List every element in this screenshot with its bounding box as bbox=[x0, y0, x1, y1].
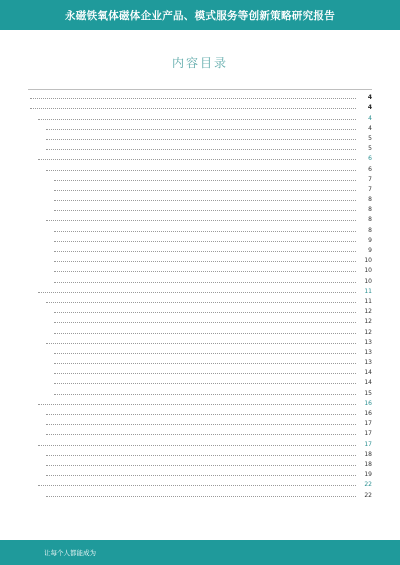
toc-leader-dots bbox=[38, 445, 356, 446]
toc-leader-dots bbox=[46, 302, 356, 303]
toc-leader-dots bbox=[38, 119, 356, 120]
toc-entry-page: 4 bbox=[368, 124, 372, 132]
toc-entry-page: 18 bbox=[364, 460, 372, 468]
toc-leader-dots bbox=[54, 261, 356, 262]
toc-entry[interactable] bbox=[28, 254, 372, 264]
toc-leader-dots bbox=[54, 271, 356, 272]
toc-entry-page: 12 bbox=[364, 308, 372, 316]
toc-leader-dots bbox=[46, 424, 356, 425]
toc-entry-page: 11 bbox=[364, 287, 372, 295]
toc-entry-page: 9 bbox=[368, 247, 372, 254]
toc-leader-dots bbox=[54, 231, 356, 232]
toc-entry[interactable] bbox=[28, 397, 372, 407]
toc-entry[interactable] bbox=[28, 142, 372, 152]
toc-entry[interactable] bbox=[28, 111, 372, 121]
toc-leader-dots bbox=[54, 363, 356, 364]
toc-leader-dots bbox=[38, 292, 356, 293]
toc-entry[interactable] bbox=[28, 223, 372, 233]
toc-entry[interactable] bbox=[28, 437, 372, 447]
toc-entry-page: 8 bbox=[368, 226, 372, 234]
toc-leader-dots bbox=[46, 434, 356, 435]
toc-entry-page: 17 bbox=[364, 440, 372, 448]
toc-entry-page: 7 bbox=[368, 175, 372, 183]
toc-entry[interactable] bbox=[28, 213, 372, 223]
toc-leader-dots bbox=[54, 282, 356, 283]
toc-entry[interactable] bbox=[28, 101, 372, 111]
toc-entry-page: 12 bbox=[364, 318, 372, 326]
toc-leader-dots bbox=[54, 241, 356, 242]
toc-entry[interactable] bbox=[28, 417, 372, 427]
toc-entry-page: 8 bbox=[368, 196, 372, 204]
table-of-contents bbox=[28, 91, 372, 499]
toc-entry-page: 14 bbox=[364, 369, 372, 377]
toc-entry[interactable] bbox=[28, 305, 372, 315]
toc-entry[interactable] bbox=[28, 193, 372, 203]
toc-leader-dots bbox=[38, 159, 356, 160]
toc-heading: 内容目录 bbox=[171, 56, 228, 70]
toc-divider bbox=[28, 89, 372, 90]
toc-entry-page: 13 bbox=[364, 348, 372, 356]
report-title: 永磁铁氧体磁体企业产品、模式服务等创新策略研究报告 bbox=[65, 9, 335, 22]
toc-entry-page: 5 bbox=[368, 145, 372, 153]
toc-entry[interactable] bbox=[28, 376, 372, 386]
toc-entry[interactable] bbox=[28, 366, 372, 376]
toc-entry[interactable] bbox=[28, 427, 372, 437]
toc-leader-dots bbox=[54, 180, 356, 181]
toc-leader-dots bbox=[46, 455, 356, 456]
toc-leader-dots bbox=[46, 465, 356, 466]
toc-entry-page: 7 bbox=[368, 185, 372, 193]
toc-entry-page: 14 bbox=[364, 379, 372, 387]
toc-entry[interactable] bbox=[28, 488, 372, 498]
toc-leader-dots bbox=[46, 139, 356, 140]
footer-banner bbox=[0, 540, 400, 565]
toc-entry[interactable] bbox=[28, 336, 372, 346]
toc-entry[interactable] bbox=[28, 203, 372, 213]
toc-leader-dots bbox=[30, 108, 356, 109]
toc-leader-dots bbox=[38, 404, 356, 405]
toc-entry-page: 17 bbox=[364, 430, 372, 438]
toc-leader-dots bbox=[54, 333, 356, 334]
toc-entry[interactable] bbox=[28, 132, 372, 142]
toc-leader-dots bbox=[54, 373, 356, 374]
toc-leader-dots bbox=[46, 475, 356, 476]
toc-leader-dots bbox=[54, 322, 356, 323]
toc-entry-page: 8 bbox=[368, 206, 372, 214]
toc-entry[interactable] bbox=[28, 234, 372, 244]
toc-entry-page: 4 bbox=[367, 94, 372, 102]
toc-leader-dots bbox=[54, 353, 356, 354]
toc-entry-page: 6 bbox=[368, 165, 372, 173]
toc-leader-dots bbox=[30, 98, 356, 99]
toc-entry-page: 4 bbox=[368, 114, 372, 122]
toc-entry[interactable] bbox=[28, 91, 372, 101]
toc-entry[interactable] bbox=[28, 468, 372, 478]
toc-leader-dots bbox=[54, 394, 356, 395]
toc-entry-page: 8 bbox=[368, 216, 372, 224]
toc-entry-page: 10 bbox=[364, 277, 372, 285]
toc-entry[interactable] bbox=[28, 244, 372, 254]
toc-entry[interactable] bbox=[28, 407, 372, 417]
toc-entry[interactable] bbox=[28, 274, 372, 284]
toc-entry[interactable] bbox=[28, 264, 372, 274]
report-title-banner bbox=[0, 0, 400, 30]
toc-entry[interactable] bbox=[28, 448, 372, 458]
toc-entry[interactable] bbox=[28, 122, 372, 132]
toc-entry[interactable] bbox=[28, 173, 372, 183]
toc-entry-page: 9 bbox=[368, 236, 372, 244]
toc-entry-page: 13 bbox=[364, 359, 372, 367]
toc-entry-page: 15 bbox=[364, 389, 372, 397]
toc-leader-dots bbox=[54, 251, 356, 252]
toc-entry[interactable] bbox=[28, 478, 372, 488]
toc-entry[interactable] bbox=[28, 183, 372, 193]
toc-leader-dots bbox=[54, 190, 356, 191]
toc-entry-page: 6 bbox=[368, 155, 372, 163]
toc-entry-page: 10 bbox=[364, 267, 372, 275]
toc-leader-dots bbox=[46, 496, 356, 497]
toc-leader-dots bbox=[54, 210, 356, 211]
toc-leader-dots bbox=[54, 200, 356, 201]
toc-entry[interactable] bbox=[28, 325, 372, 335]
toc-leader-dots bbox=[46, 220, 356, 221]
toc-entry-page: 4 bbox=[367, 104, 372, 112]
toc-leader-dots bbox=[46, 343, 356, 344]
toc-entry-page: 13 bbox=[364, 338, 372, 346]
toc-entry-page: 19 bbox=[364, 471, 372, 479]
toc-entry-page: 5 bbox=[368, 134, 372, 142]
toc-entry[interactable] bbox=[28, 162, 372, 172]
toc-entry[interactable] bbox=[28, 458, 372, 468]
toc-leader-dots bbox=[46, 414, 356, 415]
toc-entry-page: 22 bbox=[364, 491, 372, 499]
toc-entry-page: 18 bbox=[364, 450, 372, 458]
toc-entry[interactable] bbox=[28, 346, 372, 356]
toc-entry-page: 10 bbox=[364, 257, 372, 265]
toc-entry[interactable] bbox=[28, 315, 372, 325]
toc-leader-dots bbox=[46, 149, 356, 150]
toc-entry-page: 11 bbox=[364, 297, 372, 305]
toc-leader-dots bbox=[54, 312, 356, 313]
toc-entry-page: 22 bbox=[364, 481, 372, 489]
toc-entry-page: 16 bbox=[364, 410, 372, 417]
toc-leader-dots bbox=[46, 129, 356, 130]
toc-leader-dots bbox=[38, 485, 356, 486]
toc-entry-page: 16 bbox=[364, 399, 372, 407]
toc-entry[interactable] bbox=[28, 152, 372, 162]
toc-entry[interactable] bbox=[28, 295, 372, 305]
toc-entry[interactable] bbox=[28, 285, 372, 295]
footer-slogan: 让每个人都能成为 bbox=[44, 549, 96, 557]
toc-entry[interactable] bbox=[28, 386, 372, 396]
toc-entry-page: 17 bbox=[364, 420, 372, 428]
toc-leader-dots bbox=[54, 383, 356, 384]
toc-leader-dots bbox=[46, 170, 356, 171]
toc-entry-page: 12 bbox=[364, 328, 372, 336]
toc-entry[interactable] bbox=[28, 356, 372, 366]
